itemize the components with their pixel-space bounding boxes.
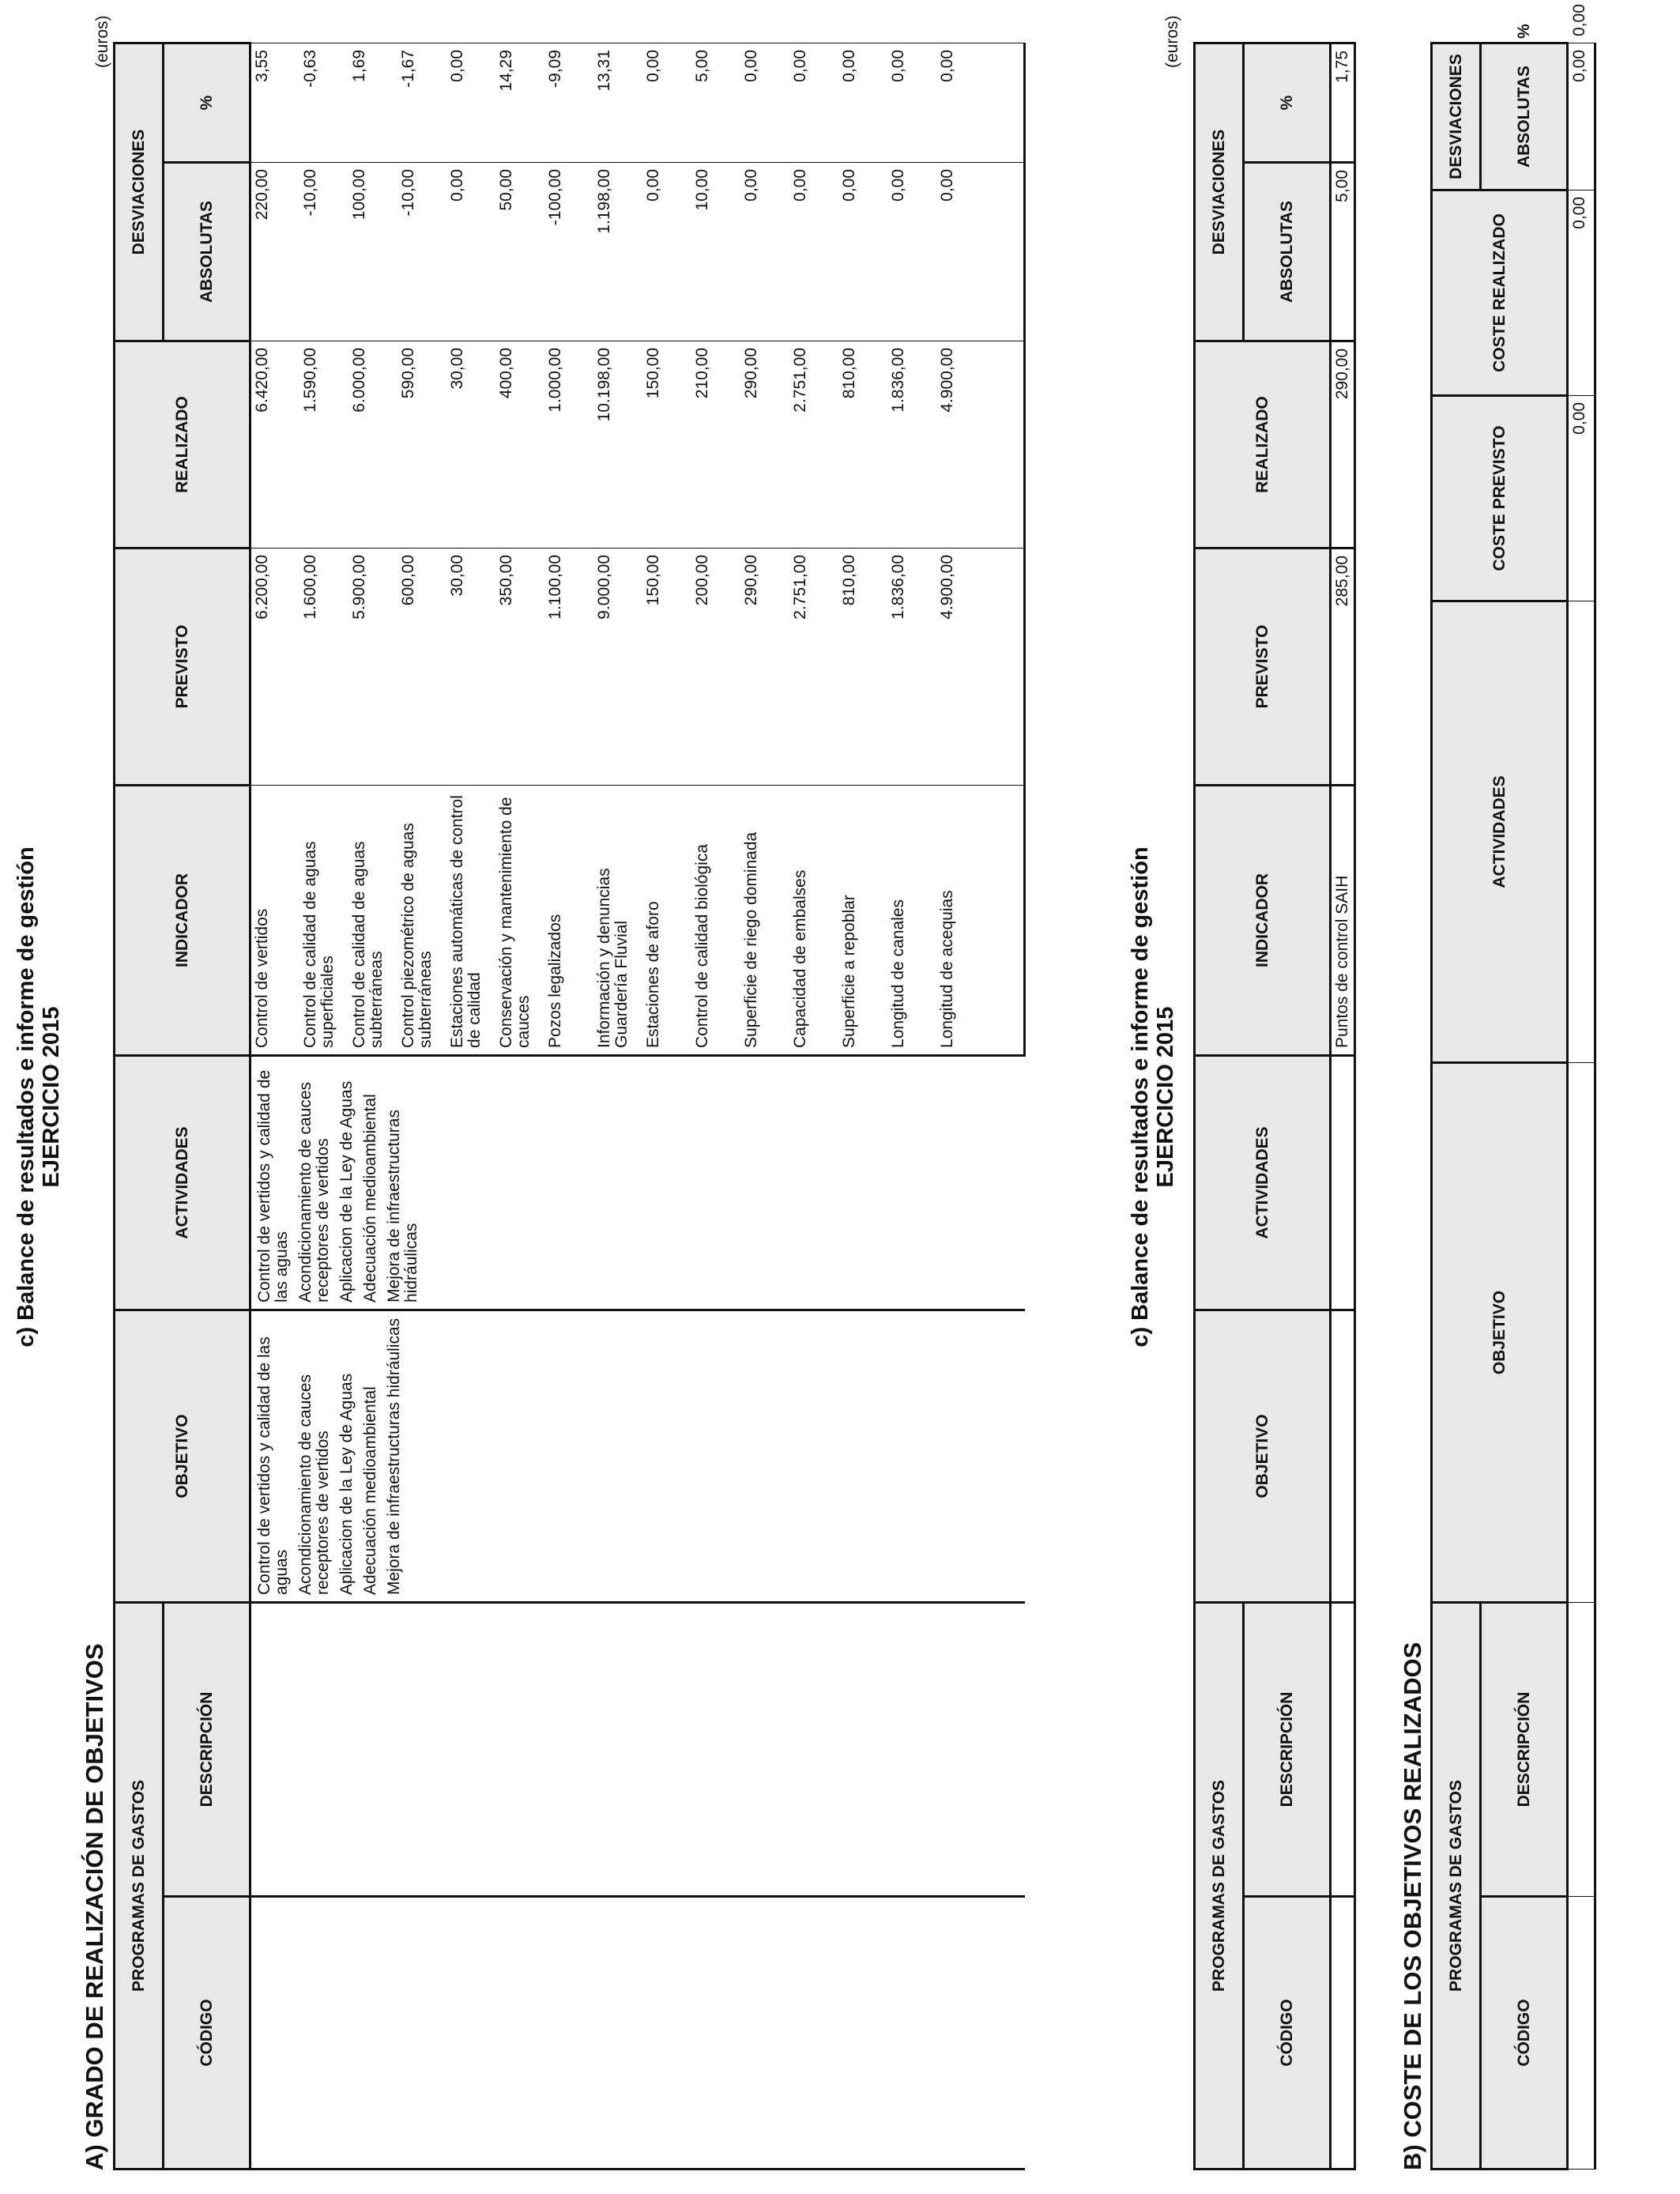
realizado-cell: 810,00 bbox=[838, 341, 887, 548]
header-codigo: CÓDIGO bbox=[1244, 1897, 1331, 2169]
header-codigo: CÓDIGO bbox=[164, 1897, 250, 2169]
header-indicador: INDICADOR bbox=[1195, 785, 1331, 1055]
previsto-cell: 290,00 bbox=[740, 548, 789, 785]
header-previsto: PREVISTO bbox=[115, 548, 250, 785]
header-descripcion: DESCRIPCIÓN bbox=[164, 1602, 250, 1896]
porcentaje-cell: 0,00 bbox=[789, 43, 838, 162]
realizado-cell: 590,00 bbox=[397, 341, 446, 548]
realizado-cell: 150,00 bbox=[642, 341, 691, 548]
absolutas-cell: 0,00 bbox=[838, 162, 887, 341]
header-absolutas: ABSOLUTAS bbox=[1244, 162, 1331, 341]
indicador-cell: Control de calidad biológica bbox=[691, 785, 740, 1055]
header-actividades: ACTIVIDADES bbox=[1195, 1055, 1331, 1310]
indicador-cell: Longitud de canales bbox=[887, 785, 936, 1055]
previsto-cell: 1.600,00 bbox=[299, 548, 348, 785]
header-objetivo: OBJETIVO bbox=[1195, 1310, 1331, 1602]
header-realizado: REALIZADO bbox=[1195, 341, 1331, 548]
previsto-cell: 5.900,00 bbox=[348, 548, 397, 785]
indicador-cell: Puntos de control SAIH bbox=[1331, 785, 1355, 1055]
actividad-item: Acondicionamiento de cauces receptores de vertidos bbox=[296, 1081, 332, 1302]
codigo-cell bbox=[250, 1897, 1025, 2169]
porcentaje-cell: 0,00 bbox=[887, 43, 936, 162]
realizado-cell: 2.751,00 bbox=[789, 341, 838, 548]
previsto-cell: 1.100,00 bbox=[544, 548, 593, 785]
porcentaje-cell: 14,29 bbox=[495, 43, 544, 162]
absolutas-cell: 0,00 bbox=[446, 162, 495, 341]
currency-note: (euros) bbox=[93, 15, 111, 68]
actividad-item: Aplicacion de la Ley de Aguas bbox=[337, 1080, 356, 1302]
previsto-cell: 350,00 bbox=[495, 548, 544, 785]
header-porcentaje: % bbox=[164, 43, 250, 162]
porcentaje-cell: 1,69 bbox=[348, 43, 397, 162]
porcentaje-cell: -0,63 bbox=[299, 43, 348, 162]
previsto-cell: 150,00 bbox=[642, 548, 691, 785]
header-descripcion: DESCRIPCIÓN bbox=[1481, 1602, 1568, 1896]
porcentaje-cell: 1,75 bbox=[1331, 43, 1355, 162]
indicador-cell: Control de vertidos bbox=[250, 785, 299, 1055]
currency-note-2: (euros) bbox=[1163, 15, 1181, 68]
porcentaje-cell: 3,55 bbox=[250, 43, 299, 162]
porcentaje-cell: 0,00 bbox=[838, 43, 887, 162]
coste-previsto-cell: 0,00 bbox=[1568, 395, 1595, 601]
indicador-cell: Control piezométrico de aguas subterráneas bbox=[397, 785, 446, 1055]
objectives-table-2 bbox=[1193, 42, 1356, 2170]
objetivo-cell bbox=[1331, 1310, 1355, 1602]
header-programas: PROGRAMAS DE GASTOS bbox=[115, 1602, 164, 2169]
absolutas-cell: 0,00 bbox=[740, 162, 789, 341]
objetivo-cell bbox=[1568, 1062, 1595, 1602]
header-desviaciones: DESVIACIONES bbox=[1195, 43, 1244, 341]
indicador-cell: Estaciones automáticas de control de calidad bbox=[446, 785, 495, 1055]
indicador-cell: Capacidad de embalses bbox=[789, 785, 838, 1055]
objetivo-item: Mejora de infraestructuras hidráulicas bbox=[385, 1318, 403, 1595]
header-actividades: ACTIVIDADES bbox=[115, 1055, 250, 1310]
objetivo-item: Aplicacion de la Ley de Aguas bbox=[337, 1373, 356, 1595]
indicador-cell: Control de calidad de aguas superficiales bbox=[299, 785, 348, 1055]
page-subtitle: EJERCICIO 2015 bbox=[39, 1006, 64, 1188]
previsto-cell: 285,00 bbox=[1331, 548, 1355, 785]
page2-title: c) Balance de resultados e informe de gestión bbox=[1128, 846, 1153, 1348]
objetivo-item: Acondicionamiento de cauces receptores de vertidos bbox=[296, 1374, 332, 1595]
absolutas-cell: 220,00 bbox=[250, 162, 299, 341]
porcentaje-cell: 0,00 bbox=[446, 43, 495, 162]
header-coste-previsto: COSTE PREVISTO bbox=[1432, 395, 1568, 601]
header-previsto: PREVISTO bbox=[1195, 548, 1331, 785]
header-realizado: REALIZADO bbox=[115, 341, 250, 548]
previsto-cell: 2.751,00 bbox=[789, 548, 838, 785]
header-programas: PROGRAMAS DE GASTOS bbox=[1195, 1602, 1244, 2169]
actividades-cell bbox=[1568, 601, 1595, 1062]
absolutas-cell: 100,00 bbox=[348, 162, 397, 341]
header-actividades: ACTIVIDADES bbox=[1432, 601, 1568, 1062]
realizado-cell: 290,00 bbox=[740, 341, 789, 548]
previsto-cell: 600,00 bbox=[397, 548, 446, 785]
objetivo-item: Adecuación medioambiental bbox=[361, 1386, 379, 1595]
coste-realizado-cell: 0,00 bbox=[1568, 190, 1595, 395]
indicador-cell: Información y denuncias Guardería Fluvial bbox=[593, 785, 642, 1055]
indicador-cell: Superficie de riego dominada bbox=[740, 785, 789, 1055]
previsto-cell: 6.200,00 bbox=[250, 548, 299, 785]
realizado-cell: 6.000,00 bbox=[348, 341, 397, 548]
absolutas-cell: 0,00 bbox=[1568, 43, 1595, 190]
realizado-cell: 1.000,00 bbox=[544, 341, 593, 548]
absolutas-cell: 0,00 bbox=[642, 162, 691, 341]
actividades-cell bbox=[1331, 1055, 1355, 1310]
porcentaje-cell: 13,31 bbox=[593, 43, 642, 162]
objetivo-item: Control de vertidos y calidad de las aguas bbox=[255, 1336, 291, 1595]
absolutas-cell: 10,00 bbox=[691, 162, 740, 341]
codigo-cell bbox=[1568, 1897, 1595, 2169]
absolutas-cell: -10,00 bbox=[299, 162, 348, 341]
header-desviaciones: DESVIACIONES bbox=[1432, 43, 1481, 190]
actividad-item: Adecuación medioambiental bbox=[361, 1094, 379, 1302]
previsto-cell: 810,00 bbox=[838, 548, 887, 785]
absolutas-cell: -10,00 bbox=[397, 162, 446, 341]
actividades-cell bbox=[250, 1055, 1025, 1310]
header-absolutas: ABSOLUTAS bbox=[164, 162, 250, 341]
codigo-cell bbox=[1331, 1897, 1355, 2169]
actividad-item: Control de vertidos y calidad de las aguas bbox=[255, 1069, 291, 1302]
indicador-cell: Control de calidad de aguas subterráneas bbox=[348, 785, 397, 1055]
porcentaje-cell: 0,00 bbox=[936, 43, 1025, 162]
header-indicador: INDICADOR bbox=[115, 785, 250, 1055]
realizado-cell: 210,00 bbox=[691, 341, 740, 548]
header-codigo: CÓDIGO bbox=[1481, 1897, 1568, 2169]
descripcion-cell bbox=[250, 1602, 1025, 1896]
previsto-cell: 200,00 bbox=[691, 548, 740, 785]
realizado-cell: 290,00 bbox=[1331, 341, 1355, 548]
header-desviaciones: DESVIACIONES bbox=[115, 43, 164, 341]
absolutas-cell: 0,00 bbox=[887, 162, 936, 341]
realizado-cell: 6.420,00 bbox=[250, 341, 299, 548]
page-title: c) Balance de resultados e informe de gestión bbox=[13, 846, 39, 1348]
porcentaje-cell: 5,00 bbox=[691, 43, 740, 162]
indicador-cell: Pozos legalizados bbox=[544, 785, 593, 1055]
descripcion-cell bbox=[1331, 1602, 1355, 1896]
previsto-cell: 9.000,00 bbox=[593, 548, 642, 785]
previsto-cell: 4.900,00 bbox=[936, 548, 1025, 785]
absolutas-cell: 1.198,00 bbox=[593, 162, 642, 341]
descripcion-cell bbox=[1568, 1602, 1595, 1896]
porcentaje-cell: -9,09 bbox=[544, 43, 593, 162]
costs-table: PROGRAMAS DE GASTOS OBJETIVO ACTIVIDADES COSTE PREVISTO COSTE REALIZADO DESVIACIONES CÓDIGO DESCRIPCIÓN ABSOLUTAS % 0,00 0,00 0,00 0,00 bbox=[1430, 42, 1596, 2170]
section-b-title: B) COSTE DE LOS OBJETIVOS REALIZADOS bbox=[1399, 1642, 1426, 2170]
indicador-cell: Superficie a repoblar bbox=[838, 785, 887, 1055]
absolutas-cell: 50,00 bbox=[495, 162, 544, 341]
objetivo-cell bbox=[250, 1310, 1025, 1602]
realizado-cell: 30,00 bbox=[446, 341, 495, 548]
realizado-cell: 1.590,00 bbox=[299, 341, 348, 548]
absolutas-cell: 5,00 bbox=[1331, 162, 1355, 341]
realizado-cell: 1.836,00 bbox=[887, 341, 936, 548]
indicador-cell: Conservación y mantenimiento de cauces bbox=[495, 785, 544, 1055]
porcentaje-cell: 0,00 bbox=[740, 43, 789, 162]
header-absolutas: ABSOLUTAS bbox=[1481, 43, 1568, 190]
absolutas-cell: 0,00 bbox=[789, 162, 838, 341]
indicador-cell: Estaciones de aforo bbox=[642, 785, 691, 1055]
table-row bbox=[250, 43, 299, 2169]
header-descripcion: DESCRIPCIÓN bbox=[1244, 1602, 1331, 1896]
section-a-title: A) GRADO DE REALIZACIÓN DE OBJETIVOS bbox=[81, 1643, 108, 2170]
header-programas: PROGRAMAS DE GASTOS bbox=[1432, 1602, 1481, 2169]
porcentaje-cell: 0,00 bbox=[642, 43, 691, 162]
absolutas-cell: 0,00 bbox=[936, 162, 1025, 341]
header-objetivo: OBJETIVO bbox=[115, 1310, 250, 1602]
header-porcentaje: % bbox=[1244, 43, 1331, 162]
realizado-cell: 4.900,00 bbox=[936, 341, 1025, 548]
header-coste-realizado: COSTE REALIZADO bbox=[1432, 190, 1568, 395]
absolutas-cell: -100,00 bbox=[544, 162, 593, 341]
page2-subtitle: EJERCICIO 2015 bbox=[1153, 1006, 1178, 1188]
realizado-cell: 10.198,00 bbox=[593, 341, 642, 548]
previsto-cell: 1.836,00 bbox=[887, 548, 936, 785]
indicador-cell: Longitud de acequias bbox=[936, 785, 1025, 1055]
header-objetivo: OBJETIVO bbox=[1432, 1062, 1568, 1602]
objectives-table bbox=[113, 42, 1026, 2170]
porcentaje-cell: -1,67 bbox=[397, 43, 446, 162]
previsto-cell: 30,00 bbox=[446, 548, 495, 785]
actividad-item: Mejora de infraestructuras hidráulicas bbox=[385, 1110, 420, 1302]
realizado-cell: 400,00 bbox=[495, 341, 544, 548]
